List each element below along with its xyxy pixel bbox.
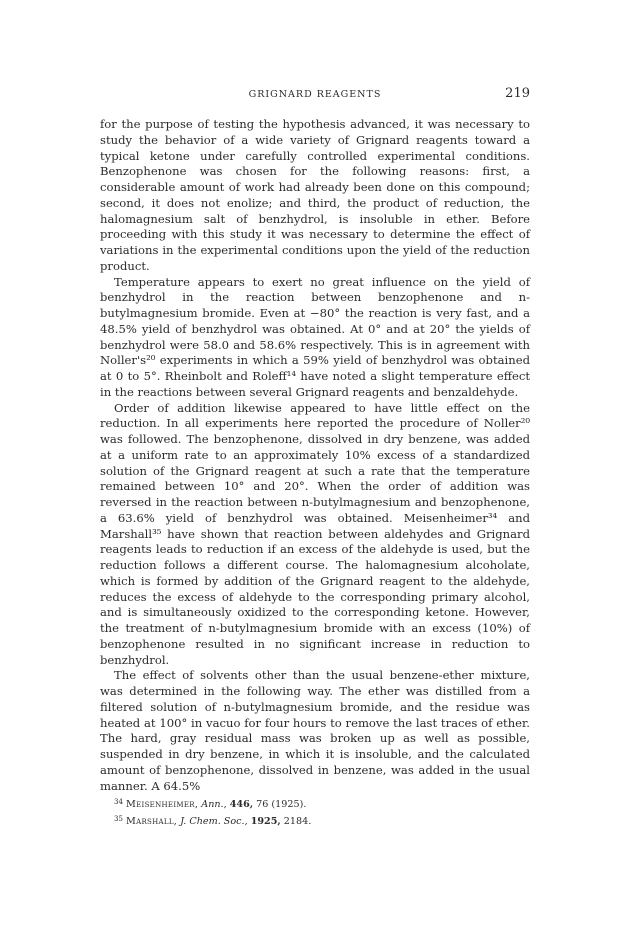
- footnote: [100, 812, 530, 829]
- footnote-journal: J. Chem. Soc.,: [180, 816, 248, 827]
- paragraph-2: Temperature appears to exert no great influence on the yield of benzhydrol in the reaction between benzophenone and n-butylmagnesium bromide. Even at −80° the reaction is very fast, and a 48.5% yield of benzhydrol was obtained. At 0° and at 20° the yields of benzhydrol were 58.0 and 58.6% respectively. This is in agreement with Noller's²⁰ experiments in which a 59% yield of benzhydrol was obtained at 0 to 5°. Rheinbolt and Roleff¹⁴ have noted a slight temperature effect in the reactions between several Grignard reagents and benzaldehyde.: [100, 274, 530, 399]
- body-text: [100, 117, 530, 794]
- footnote-volume: 446,: [229, 799, 254, 810]
- footnotes: [100, 795, 530, 829]
- footnote-citation: 76 (1925).: [256, 799, 307, 810]
- paragraph-1: for the purpose of testing the hypothesis advanced, it was necessary to study the behavior of a wide variety of Grignard reagents toward a typical ketone under carefully controlled experimental conditions. Benzophenone was chosen for the following reasons: first, a considerable amount of work had already been done on this compound; second, it does not enolize; and third, the product of reduction, the halomagnesium salt of benzhydrol, is insoluble in ether. Before proceeding with this study it was necessary to determine the effect of variations in the experimental conditions upon the yield of the reduction product.: [100, 117, 530, 273]
- footnote: [100, 795, 530, 812]
- paragraph-3: Order of addition likewise appeared to have little effect on the reduction. In all experiments here reported the procedure of Noller²⁰ was followed. The benzophenone, dissolved in dry benzene, was added at a uniform rate to an approximately 10% excess of a standardized solution of the Grignard reagent at such a rate that the temperature remained between 10° and 20°. When the order of addition was reversed in the reaction between n-butylmagnesium and benzophenone, a 63.6% yield of benzhydrol was obtained. Meisenheimer³⁴ and Marshall³⁵ have shown that reaction between aldehydes and Grignard reagents leads to reduction if an excess of the aldehyde is used, but the reduction follows a different course. The halomagnesium alcoholate, which is formed by addition of the Grignard reagent to the aldehyde, reduces the excess of aldehyde to the corresponding primary alcohol, and is simultaneously oxidized to the corresponding ketone. However, the treatment of n-butylmagnesium bromide with an excess (10%) of benzophenone resulted in no significant increase in reduction to benzhydrol.: [100, 400, 530, 667]
- footnote-number: 35: [114, 815, 123, 823]
- footnote-volume: 1925,: [250, 816, 281, 827]
- page-number: 219: [505, 86, 530, 101]
- footnote-number: 34: [114, 798, 123, 806]
- running-head: GRIGNARD REAGENTS: [248, 89, 382, 100]
- footnote-author: Meisenheimer,: [125, 799, 199, 810]
- footnote-journal: Ann.,: [201, 799, 227, 810]
- paragraph-4: The effect of solvents other than the usual benzene-ether mixture, was determined in the following way. The ether was distilled from a filtered solution of n-butylmagnesium bromide, and the residue was heated at 100° in vacuo for four hours to remove the last traces of ether. The hard, gray residual mass was broken up as well as possible, suspended in dry benzene, in which it is insoluble, and the calculated amount of benzophenone, dissolved in benzene, was added in the usual manner. A 64.5%: [100, 668, 530, 793]
- footnote-author: Marshall,: [125, 816, 178, 827]
- footnote-citation: 2184.: [283, 816, 312, 827]
- page-header: [100, 86, 530, 106]
